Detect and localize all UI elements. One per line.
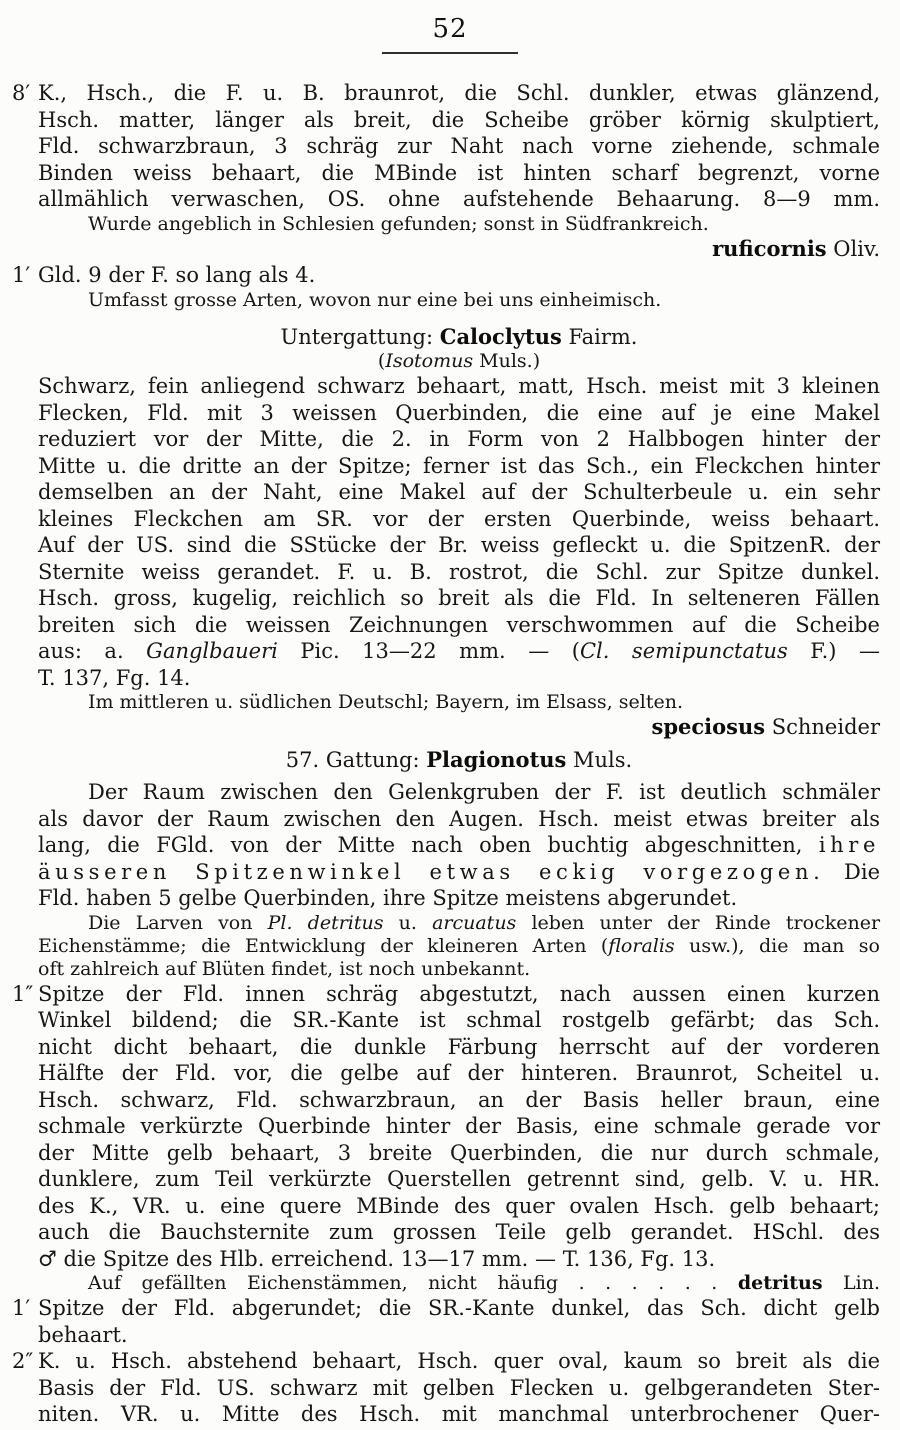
text-line <box>12 80 880 107</box>
text-segment: ihre <box>818 833 880 857</box>
text-segment: allmählich verwaschen, OS. ohne aufstehende Behaarung. 8—9 mm. <box>38 187 880 211</box>
text-segment: Mitte u. die dritte an der Spitze; ferner ist das Sch., ein Fleckchen hinter <box>38 453 880 478</box>
text-line <box>38 779 880 806</box>
text-segment: Oliv. <box>826 236 880 261</box>
text-line <box>38 373 880 400</box>
text-segment: Fld. schwarzbraun, 3 schräg zur Naht nach vorne ziehende, schmale <box>38 134 880 158</box>
text-segment: Auf der US. sind die SStücke der Br. weiss gefleckt u. die SpitzenR. der <box>38 533 880 557</box>
text-segment: reduziert vor der Mitte, die 2. in Form von 2 Halbbogen hinter der <box>38 427 880 451</box>
text-segment: Binden weiss behaart, die MBinde ist hinten scharf begrenzt, vorne <box>38 160 880 185</box>
synonym-heading <box>38 350 880 373</box>
page-header <box>0 0 900 54</box>
text-segment: aus: a. <box>38 639 147 663</box>
text-segment: lang, die FGld. von der Mitte nach oben buchtig abgeschnitten, <box>38 833 819 857</box>
text-line <box>38 885 880 912</box>
text-line <box>12 1348 880 1375</box>
text-segment: oft zahlreich auf Blüten findet, ist noch unbekannt. <box>38 957 531 980</box>
text-segment: F.) — <box>787 639 880 663</box>
text-segment: Fld. haben 5 gelbe Querbinden, ihre Spitze meistens abgerundet. <box>38 886 738 910</box>
text-segment: Winkel bildend; die SR.-Kante ist schmal rostgelb gefärbt; das Sch. <box>38 1008 880 1032</box>
text-segment: behaart. <box>38 1322 128 1347</box>
text-line <box>38 832 880 859</box>
text-segment: nicht dicht behaart, die dunkle Färbung herrscht auf der vorderen <box>38 1034 880 1059</box>
text-segment: Die Larven von <box>88 911 268 934</box>
text-segment: Untergattung: <box>280 324 440 349</box>
text-line <box>38 958 880 981</box>
latin-name: Ganglbaueri <box>146 639 278 663</box>
species-name: detritus <box>737 1272 823 1294</box>
text-line <box>38 935 880 958</box>
text-line <box>38 559 880 586</box>
text-segment: demselben an der Naht, eine Makel auf der Schulterbeule u. ein sehr <box>38 480 880 504</box>
species-name: speciosus <box>651 714 766 739</box>
text-line <box>38 1087 880 1114</box>
text-segment: Hälfte der Fld. vor, die gelbe auf der hinteren. Braunrot, Scheitel u. <box>38 1061 880 1085</box>
text-segment: Hsch. schwarz, Fld. schwarzbraun, an der Basis heller braun, eine <box>38 1087 880 1112</box>
text-segment: dunklere, zum Teil verkürzte Querstellen getrennt sind, gelb. V. u. HR. <box>38 1167 880 1191</box>
genus-heading <box>38 747 880 774</box>
text-segment: Der Raum zwischen den Gelenkgruben der F. ist deutlich schmäler <box>88 780 880 804</box>
text-segment: Lin. <box>822 1272 881 1294</box>
text-segment: Flecken, Fld. mit 3 weissen Querbinden, die eine auf je eine Makel <box>38 400 880 425</box>
text-segment: Auf gefällten Eichenstämmen, nicht häufig . . . . . . <box>88 1272 738 1294</box>
text-segment: usw.), die man so <box>674 934 880 957</box>
text-line <box>38 1113 880 1140</box>
latin-name: Isotomus <box>385 350 474 372</box>
text-segment: schmale verkürzte Querbinde hinter der Basis, eine schmale gerade vor <box>38 1114 880 1138</box>
header-rule <box>382 52 518 54</box>
species-name: ruficornis <box>712 235 827 261</box>
key-item-marker: 8′ <box>12 81 31 105</box>
species-line <box>38 714 880 741</box>
text-segment: Hsch. gross, kugelig, reichlich so breit als die Fld. In selteneren Fällen <box>38 586 880 610</box>
text-line <box>38 213 880 236</box>
text-segment: ( <box>377 350 386 372</box>
text-segment: Schneider <box>765 715 880 739</box>
text-line <box>38 1401 880 1428</box>
text-segment: breiten sich die weissen Zeichnungen verschwommen auf die Scheibe <box>38 612 880 637</box>
text-line <box>38 479 880 506</box>
text-segment: Fairm. <box>561 324 638 349</box>
text-segment: Spitze der Fld. abgerundet; die SR.-Kante dunkel, das Sch. dicht gelb <box>38 1296 880 1320</box>
text-segment: Eichenstämme; die Entwicklung der kleineren Arten ( <box>38 934 609 957</box>
text-segment: auch die Bauchsternite zum grossen Teile gelb gerandet. HSchl. des <box>38 1220 880 1244</box>
key-item-marker: 1′ <box>12 263 31 287</box>
page-number: 52 <box>432 14 468 44</box>
page-text <box>12 80 881 1428</box>
text-line <box>38 506 880 533</box>
text-segment: des K., VR. u. eine quere MBinde des quer ovalen Hsch. gelb behaart; <box>38 1193 880 1218</box>
text-line <box>38 585 880 612</box>
text-segment: Muls. <box>566 747 633 772</box>
text-line <box>12 1295 880 1322</box>
text-line <box>38 1193 880 1220</box>
text-segment: T. 137, Fg. 14. <box>38 665 191 690</box>
text-line <box>38 133 880 160</box>
text-line <box>38 638 880 665</box>
text-segment: Im mittleren u. südlichen Deutschl; Bayern, im Elsass, selten. <box>88 691 683 713</box>
text-line <box>38 665 880 692</box>
text-segment: leben unter der Rinde trockener <box>516 911 881 934</box>
text-segment: Basis der Fld. US. schwarz mit gelben Flecken u. gelbgerandeten Ster- <box>38 1375 880 1400</box>
text-segment: Muls.) <box>473 350 541 372</box>
text-segment: niten. VR. u. Mitte des Hsch. mit manchmal unterbrochener Quer- <box>38 1402 880 1426</box>
text-segment: äusseren Spitzenwinkel etwas eckig vorgezogen. <box>38 859 825 884</box>
latin-name: arcuatus <box>432 911 517 934</box>
text-line <box>38 426 880 453</box>
text-segment: Hsch. matter, länger als breit, die Scheibe gröber körnig skulptiert, <box>38 107 880 132</box>
key-item-marker: 2″ <box>12 1349 34 1373</box>
text-segment: kleines Fleckchen am SR. vor der ersten Querbinde, weiss behaart. <box>38 506 880 531</box>
text-line <box>12 981 880 1008</box>
text-line <box>38 160 880 187</box>
text-line <box>38 186 880 213</box>
text-line <box>38 1246 880 1273</box>
text-segment: Spitze der Fld. innen schräg abgestutzt, nach aussen einen kurzen <box>38 981 880 1006</box>
text-line <box>38 1007 880 1034</box>
text-line <box>38 532 880 559</box>
text-line <box>38 107 880 134</box>
text-segment: Wurde angeblich in Schlesien gefunden; sonst in Südfrankreich. <box>88 212 709 235</box>
text-segment: K., Hsch., die F. u. B. braunrot, die Schl. dunkler, etwas glänzend, <box>38 81 880 105</box>
text-line <box>38 1034 880 1061</box>
species-line <box>38 1272 880 1295</box>
text-line <box>38 859 880 886</box>
text-line <box>38 453 880 480</box>
subgenus-heading <box>38 324 880 351</box>
key-item-marker: 1′ <box>12 1296 31 1320</box>
text-segment: Umfasst grosse Arten, wovon nur eine bei uns einheimisch. <box>88 288 662 311</box>
text-line <box>38 1219 880 1246</box>
species-line <box>38 236 880 263</box>
text-line <box>38 289 880 312</box>
text-line <box>38 912 880 935</box>
text-line <box>38 1060 880 1087</box>
text-segment: Schwarz, fein anliegend schwarz behaart, matt, Hsch. meist mit 3 kleinen <box>38 374 880 398</box>
text-segment: Gld. 9 der F. so lang als 4. <box>38 263 316 287</box>
text-line <box>38 612 880 639</box>
latin-name: Cl. semipunctatus <box>579 639 788 663</box>
latin-name: Pl. detritus <box>267 911 384 934</box>
key-item-marker: 1″ <box>12 981 34 1006</box>
text-segment: u. <box>383 911 433 934</box>
latin-name: floralis <box>608 934 675 957</box>
text-segment: ♂ die Spitze des Hlb. erreichend. 13—17 mm. — T. 136, Fg. 13. <box>38 1246 716 1271</box>
text-line <box>38 1140 880 1167</box>
text-line <box>38 1375 880 1402</box>
text-segment: als davor der Raum zwischen den Augen. Hsch. meist etwas breiter als <box>38 806 880 831</box>
species-name: Plagionotus <box>426 746 567 772</box>
text-segment: Sternite weiss gerandet. F. u. B. rostrot, die Schl. zur Spitze dunkel. <box>38 559 880 584</box>
text-segment: Pic. 13—22 mm. — ( <box>277 639 580 663</box>
text-segment: der Mitte gelb behaart, 3 breite Querbinden, die nur durch schmale, <box>38 1140 880 1165</box>
text-line <box>38 400 880 427</box>
text-segment: K. u. Hsch. abstehend behaart, Hsch. quer oval, kaum so breit als die <box>38 1349 880 1373</box>
text-line <box>12 262 880 289</box>
text-line <box>38 1166 880 1193</box>
text-line <box>38 691 880 714</box>
species-name: Caloclytus <box>439 323 562 349</box>
text-line <box>38 1322 880 1349</box>
text-segment: 57. Gattung: <box>285 747 427 772</box>
text-segment: Die <box>824 859 880 884</box>
text-line <box>38 806 880 833</box>
